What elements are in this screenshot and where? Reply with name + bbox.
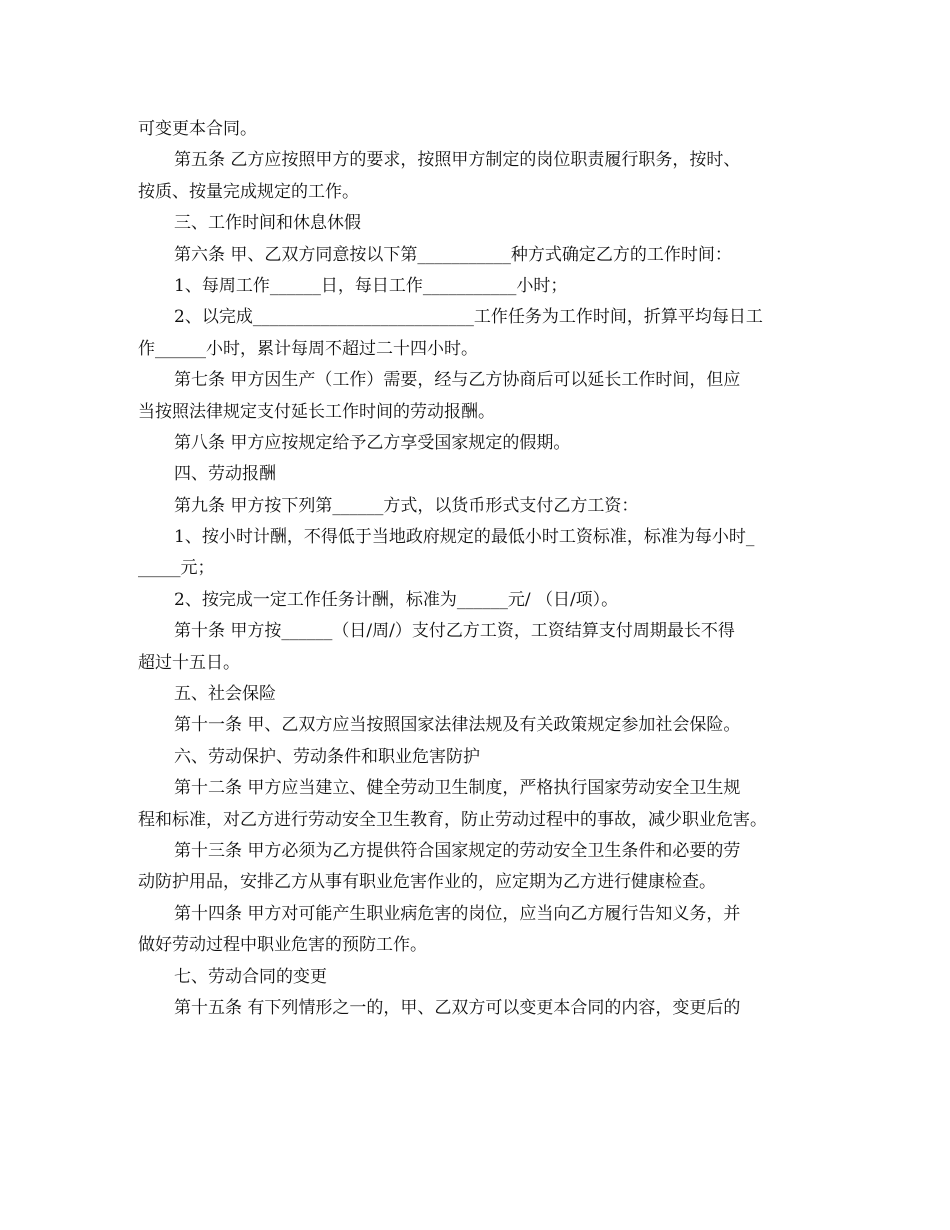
article-9-line: 第九条 甲方按下列第______方式，以货币形式支付乙方工资：	[174, 495, 639, 516]
article-11-line: 第十一条 甲、乙双方应当按照国家法律法规及有关政策规定参加社会保险。	[174, 715, 741, 736]
article-9-item-1-line-1: 1、按小时计酬，不得低于当地政府规定的最低小时工资标准，标准为每小时_	[174, 527, 755, 548]
article-14-line-2: 做好劳动过程中职业危害的预防工作。	[138, 935, 427, 956]
section-heading-5: 五、社会保险	[174, 684, 276, 705]
article-5-line-2: 按质、按量完成规定的工作。	[138, 181, 359, 202]
article-6-item-2-line-2: 作______小时，累计每周不超过二十四小时。	[138, 338, 478, 359]
article-7-line-1: 第七条 甲方因生产（工作）需要，经与乙方协商后可以延长工作时间，但应	[174, 370, 741, 391]
article-10-line-1: 第十条 甲方按______（日/周/）支付乙方工资，工资结算支付周期最长不得	[174, 621, 735, 642]
article-9-item-2: 2、按完成一定工作任务计酬，标准为______元/ （日/项）。	[174, 589, 619, 610]
section-heading-7: 七、劳动合同的变更	[174, 966, 327, 987]
article-6-line-1: 第六条 甲、乙双方同意按以下第___________种方式确定乙方的工作时间：	[174, 244, 732, 265]
article-6-item-2-line-1: 2、以完成__________________________工作任务为工作时间，折算平均每日工	[174, 307, 763, 328]
article-6-item-1: 1、每周工作______日，每日工作___________小时；	[174, 275, 568, 296]
article-15-line-1: 第十五条 有下列情形之一的，甲、乙双方可以变更本合同的内容，变更后的	[174, 997, 741, 1018]
article-14-line-1: 第十四条 甲方对可能产生职业病危害的岗位，应当向乙方履行告知义务，并	[174, 903, 741, 924]
section-heading-3: 三、工作时间和休息休假	[174, 213, 361, 234]
article-9-item-1-line-2: _____元；	[138, 558, 215, 579]
section-heading-4: 四、劳动报酬	[174, 464, 276, 485]
article-8-line: 第八条 甲方应按规定给予乙方享受国家规定的假期。	[174, 432, 571, 453]
article-13-line-2: 动防护用品，安排乙方从事有职业危害作业的，应定期为乙方进行健康检查。	[138, 872, 716, 893]
section-heading-6: 六、劳动保护、劳动条件和职业危害防护	[174, 746, 480, 767]
text-line: 可变更本合同。	[138, 119, 257, 139]
article-12-line-1: 第十二条 甲方应当建立、健全劳动卫生制度，严格执行国家劳动安全卫生规	[174, 778, 741, 799]
article-13-line-1: 第十三条 甲方必须为乙方提供符合国家规定的劳动安全卫生条件和必要的劳	[174, 840, 741, 861]
article-5-line-1: 第五条 乙方应按照甲方的要求，按照甲方制定的岗位职责履行职务，按时、	[174, 150, 741, 171]
document-page	[138, 114, 814, 1024]
article-10-line-2: 超过十五日。	[138, 652, 240, 673]
article-12-line-2: 程和标准，对乙方进行劳动安全卫生教育，防止劳动过程中的事故，减少职业危害。	[138, 809, 767, 830]
article-7-line-2: 当按照法律规定支付延长工作时间的劳动报酬。	[138, 401, 495, 422]
